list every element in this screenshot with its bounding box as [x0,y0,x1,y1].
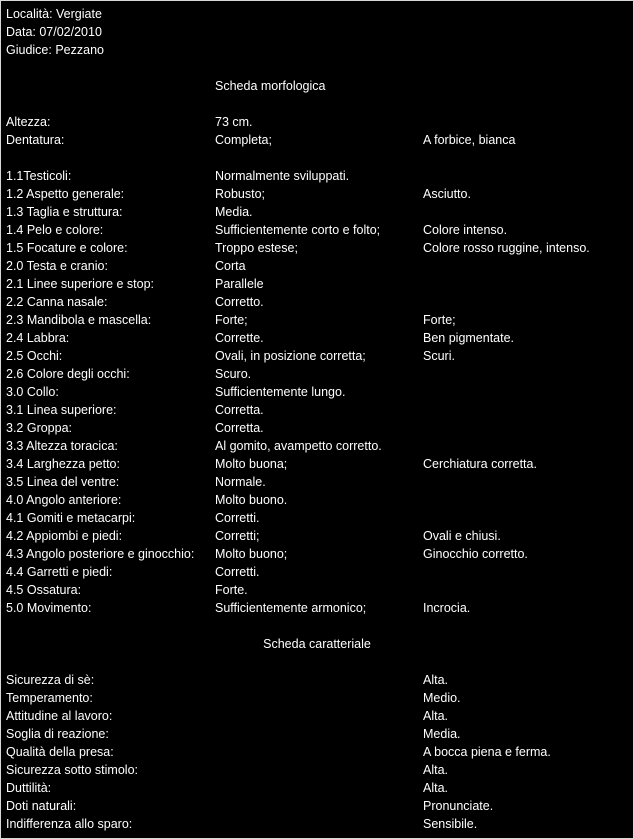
morfologica-row-label: 4.4 Garretti e piedi: [6,565,113,579]
morfologica-row-label: 4.0 Angolo anteriore: [6,493,122,507]
morfologica-row-value: Media. [215,205,253,219]
morfologica-row-note: Incrocia. [423,601,471,615]
morfologica-row-value: Robusto; [215,187,266,201]
morfologica-row-value: Ovali, in posizione corretta; [215,349,366,363]
morfologica-row-note: Ovali e chiusi. [423,529,501,543]
morfologica-row-value: Molto buono; [215,547,288,561]
morfologica-row-label: 2.5 Occhi: [6,349,63,363]
morfologica-row-value: Forte. [215,583,248,597]
header-giudice: Giudice: Pezzano [6,43,104,57]
morfologica-row-label: 1.3 Taglia e struttura: [6,205,123,219]
caratteriale-row-value: Alta. [423,763,449,777]
caratteriale-row-value: Alta. [423,709,449,723]
morfologica-row-label: 2.0 Testa e cranio: [6,259,108,273]
caratteriale-row-label: Qualità della presa: [6,745,114,759]
morfologica-row-value: Sufficientemente lungo. [215,385,346,399]
morfologica-row-label: 4.1 Gomiti e metacarpi: [6,511,136,525]
morfologica-row-label: 1.1Testicoli: [6,169,72,183]
caratteriale-row-label: Soglia di reazione: [6,727,109,741]
morfologica-row-label: 4.2 Appiombi e piedi: [6,529,123,543]
morfologica-row-note: Forte; [423,313,456,327]
caratteriale-row-label: Attitudine al lavoro: [6,709,113,723]
caratteriale-row-label: Sicurezza sotto stimolo: [6,763,138,777]
morfologica-row-label: 2.2 Canna nasale: [6,295,108,309]
caratteriale-row-value: Pronunciate. [423,799,494,813]
caratteriale-row-value: A bocca piena e ferma. [423,745,551,759]
morfologica-row-value: Corretta. [215,421,264,435]
morfologica-row-note: Asciutto. [423,187,471,201]
morfologica-row-value: Corretti. [215,565,260,579]
header-data: Data: 07/02/2010 [6,25,102,39]
morfologica-row-label: 4.3 Angolo posteriore e ginocchio: [6,547,195,561]
morfologica-row-value: Sufficientemente armonico; [215,601,367,615]
morfologica-row-label: Dentatura: [6,133,65,147]
morfologica-row-label: 3.4 Larghezza petto: [6,457,120,471]
morfologica-row-value: Corretta. [215,403,264,417]
morfologica-row-note: A forbice, bianca [423,133,516,147]
caratteriale-row-value: Media. [423,727,461,741]
caratteriale-row-label: Sicurezza di sè: [6,673,95,687]
morfologica-row-label: Altezza: [6,115,51,129]
caratteriale-row-label: Duttilità: [6,781,52,795]
morfologica-row-label: 4.5 Ossatura: [6,583,82,597]
section-title-morfologica: Scheda morfologica [215,79,326,93]
morfologica-row-value: Parallele [215,277,264,291]
morfologica-row-note: Scuri. [423,349,455,363]
morfologica-row-label: 3.2 Groppa: [6,421,73,435]
morfologica-row-value: 73 cm. [215,115,253,129]
morfologica-row-label: 1.5 Focature e colore: [6,241,128,255]
morfologica-row-label: 1.4 Pelo e colore: [6,223,104,237]
caratteriale-row-value: Sensibile. [423,817,478,831]
morfologica-row-value: Normale. [215,475,266,489]
morfologica-row-value: Molto buono. [215,493,288,507]
morfologica-row-value: Troppo estese; [215,241,298,255]
caratteriale-row-label: Indifferenza allo sparo: [6,817,133,831]
morfologica-row-label: 3.5 Linea del ventre: [6,475,120,489]
morfologica-row-label: 1.2 Aspetto generale: [6,187,125,201]
morfologica-row-value: Normalmente sviluppati. [215,169,350,183]
morfologica-row-note: Colore rosso ruggine, intenso. [423,241,590,255]
morfologica-row-label: 3.1 Linea superiore: [6,403,117,417]
morfologica-row-value: Scuro. [215,367,252,381]
morfologica-row-label: 2.6 Colore degli occhi: [6,367,130,381]
morfologica-row-value: Al gomito, avampetto corretto. [215,439,382,453]
morfologica-row-label: 2.3 Mandibola e mascella: [6,313,152,327]
morfologica-row-value: Sufficientemente corto e folto; [215,223,381,237]
morfologica-row-value: Corretto. [215,295,264,309]
caratteriale-row-label: Temperamento: [6,691,93,705]
caratteriale-row-value: Alta. [423,673,449,687]
morfologica-row-value: Corta [215,259,246,273]
caratteriale-row-value: Alta. [423,781,449,795]
morfologica-row-label: 2.4 Labbra: [6,331,70,345]
morfologica-row-note: Ginocchio corretto. [423,547,528,561]
section-title-caratteriale: Scheda caratteriale [263,637,371,651]
morfologica-row-note: Cerchiatura corretta. [423,457,537,471]
morfologica-row-label: 3.0 Collo: [6,385,59,399]
morfologica-row-note: Ben pigmentate. [423,331,515,345]
morfologica-row-label: 3.3 Altezza toracica: [6,439,118,453]
morfologica-row-value: Completa; [215,133,272,147]
morfologica-row-value: Molto buona; [215,457,288,471]
morfologica-row-value: Corretti. [215,511,260,525]
morfologica-row-value: Forte; [215,313,248,327]
morfologica-row-note: Colore intenso. [423,223,508,237]
morfologica-row-label: 2.1 Linee superiore e stop: [6,277,155,291]
morfologica-row-value: Corretti; [215,529,260,543]
header-localita: Località: Vergiate [6,7,102,21]
morfologica-row-value: Corrette. [215,331,264,345]
caratteriale-row-value: Medio. [423,691,461,705]
caratteriale-row-label: Doti naturali: [6,799,77,813]
morfologica-row-label: 5.0 Movimento: [6,601,92,615]
